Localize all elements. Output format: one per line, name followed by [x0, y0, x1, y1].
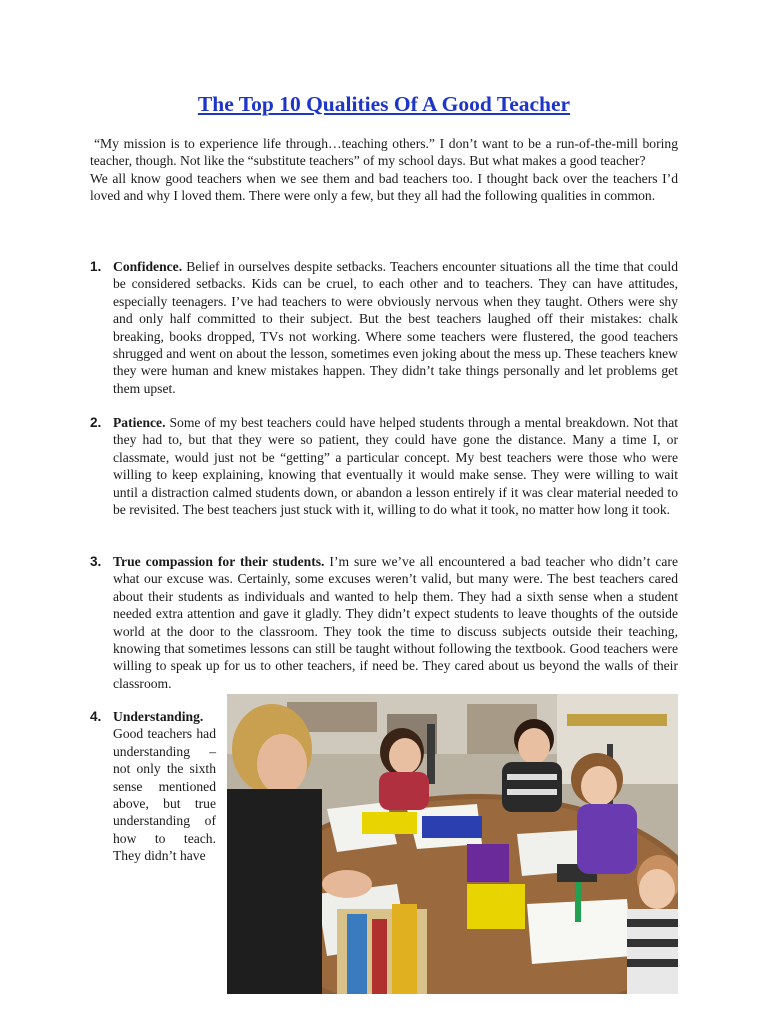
document-title: The Top 10 Qualities Of A Good Teacher	[197, 92, 571, 116]
list-item	[90, 258, 678, 397]
list-item	[90, 414, 678, 518]
list-item-body	[113, 553, 678, 692]
intro-section	[90, 135, 678, 205]
list-item-text: Belief in ourselves despite setbacks. Teachers encounter situations all the time that could be considered setbacks. Kids can be cruel, to each other and to teachers. They can have attitudes, especially teenagers. I’ve had teachers to were obviously nervous when they taught. Others were shy and only half committed to their subject. But the best teachers laughed off their mistakes: chalk breaking, books dropped, TVs not working. Where some teachers were flustered, the good teachers shrugged and went on about the lesson, sometimes even joking about the mess up. These teachers knew they were human and knew mistakes happen. They didn’t take things personally and let problems get them upset.	[113, 259, 678, 396]
list-item-text: Some of my best teachers could have helped students through a mental breakdown. Not that they had to, but that they were so patient, they could have gone the distance. Many a time I, or classmate, would just not be “getting” a particular concept. My best teachers were those who were willing to keep explaining, knowing that eventually it would make sense. They were willing to wait until a distraction calmed students down, or abandon a lesson entirely if it was clear material needed to be revisited. The best teachers just stuck with it, willing to do what it took, no matter how long it took.	[113, 415, 678, 518]
list-item-text: Good teachers had understanding – not only the sixth sense mentioned above, but true understanding of how to teach. They didn’t have	[113, 726, 216, 864]
list-item-body	[113, 258, 678, 397]
classroom-illustration	[227, 694, 678, 994]
list-item	[90, 553, 678, 692]
list-number: 2.	[90, 415, 102, 430]
list-item-heading: True compassion for their students.	[113, 554, 325, 569]
list-number: 4.	[90, 709, 102, 724]
intro-paragraph: “My mission is to experience life through…teaching others.” I don’t want to be a run-of-the-mill boring teacher, though. Not like the “substitute teachers” of my school days. But what makes a good teacher?	[90, 136, 678, 169]
list-item-body	[113, 414, 678, 518]
list-number: 1.	[90, 259, 102, 274]
list-item-text: I’m sure we’ve all encountered a bad teacher who didn’t care what our excuse was. Certainly, some excuses weren’t valid, but many were. The best teachers cared about their students as individuals and wanted to help them. They had a sixth sense when a student needed extra attention and gave it gladly. They didn’t expect students to leave thoughts of the outside world at the door to the classroom. They took the time to discuss subjects outside their teaching, knowing that sometimes lessons can still be taught without following the textbook. Good teachers were willing to speak up for us to other teachers, if need be. They cared about us beyond the walls of their classroom.	[113, 554, 678, 691]
list-item	[90, 708, 220, 865]
list-item-body	[113, 708, 216, 865]
list-number: 3.	[90, 554, 102, 569]
list-item-heading: Confidence.	[113, 259, 183, 274]
list-item-heading: Patience.	[113, 415, 166, 430]
intro-paragraph: We all know good teachers when we see them and bad teachers too. I thought back over the teachers I’d loved and why I loved them. There were only a few, but they all had the following qualities in common.	[90, 170, 678, 204]
classroom-photo	[227, 694, 678, 994]
list-item-heading: Understanding.	[113, 709, 204, 724]
